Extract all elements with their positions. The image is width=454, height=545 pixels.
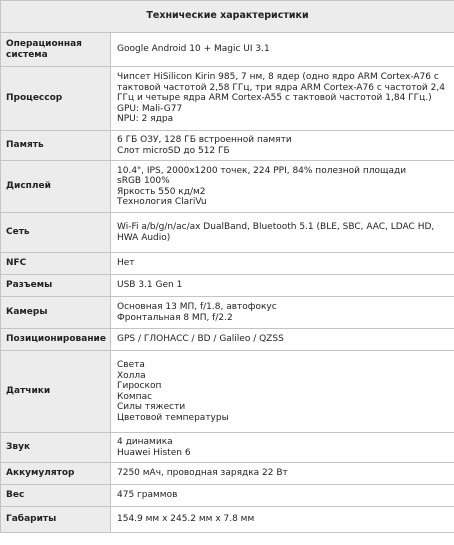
spec-row (1, 213, 454, 253)
spec-value-line: 475 граммов (117, 490, 178, 501)
spec-row (1, 33, 454, 67)
spec-value-line: Wi-Fi a/b/g/n/ac/ax DualBand, Bluetooth 5.1 (BLE, SBC, AAC, LDAC HD, HWA Audio) (117, 222, 435, 243)
spec-value (111, 329, 454, 351)
spec-value (111, 485, 454, 507)
spec-label: Операционная система (1, 33, 111, 67)
spec-value (111, 67, 454, 131)
spec-value (111, 507, 454, 533)
spec-label: Процессор (1, 67, 111, 131)
table-title: Технические характеристики (1, 1, 454, 33)
spec-row (1, 67, 454, 131)
spec-label: Датчики (1, 351, 111, 433)
spec-value-line: Чипсет HiSilicon Kirin 985, 7 нм, 8 ядер (одно ядро ARM Cortex-A76 с тактовой частотой 2,58 ГГц, три ядра ARM Cortex-A76 с частотой 2,4 ГГц и четыре ядра ARM Cortex-A55 с тактовой частотой 1,84 ГГц.) (117, 72, 445, 104)
table-header-row (1, 1, 454, 33)
spec-label: Звук (1, 433, 111, 463)
spec-value-line: NPU: 2 ядра (117, 114, 174, 125)
spec-row (1, 433, 454, 463)
spec-row (1, 463, 454, 485)
spec-value-line: Слот microSD до 512 ГБ (117, 145, 230, 156)
spec-table-body (1, 33, 454, 533)
spec-label: Дисплей (1, 161, 111, 213)
spec-value-line: Huawei Histen 6 (117, 447, 191, 458)
spec-value-line: Гироскоп (117, 381, 162, 391)
spec-label: Вес (1, 485, 111, 507)
spec-row (1, 485, 454, 507)
spec-row (1, 275, 454, 297)
spec-value (111, 161, 454, 213)
spec-value-line: 4 динамика (117, 437, 173, 447)
spec-value-line: Силы тяжести (117, 402, 186, 412)
spec-value-line: sRGB 100% (117, 176, 170, 186)
spec-value (111, 351, 454, 433)
spec-row (1, 507, 454, 533)
spec-value-line: Фронтальная 8 МП, f/2.2 (117, 312, 233, 323)
spec-value-line: GPS / ГЛОНАСС / BD / Galileo / QZSS (117, 334, 284, 345)
spec-row (1, 161, 454, 213)
spec-value-line: Холла (117, 370, 146, 381)
spec-value-line: Технология ClariVu (117, 197, 207, 207)
spec-row (1, 297, 454, 329)
spec-label: Сеть (1, 213, 111, 253)
spec-label: Позиционирование (1, 329, 111, 351)
spec-value-line: 6 ГБ ОЗУ, 128 ГБ встроенной памяти (117, 135, 292, 145)
spec-row (1, 351, 454, 433)
spec-value-line: Цветовой температуры (117, 412, 229, 423)
spec-value (111, 433, 454, 463)
spec-value-line: USB 3.1 Gen 1 (117, 280, 183, 291)
spec-value-line: Компас (117, 391, 153, 402)
spec-value-line: Основная 13 МП, f/1.8, автофокус (117, 302, 277, 312)
spec-label: Память (1, 131, 111, 161)
spec-value (111, 213, 454, 253)
spec-value-line: 154.9 мм x 245.2 мм x 7.8 мм (117, 514, 255, 525)
spec-label: Камеры (1, 297, 111, 329)
spec-value (111, 131, 454, 161)
spec-value-line: Света (117, 360, 145, 370)
spec-value-line: 7250 мАч, проводная зарядка 22 Вт (117, 468, 288, 479)
spec-row (1, 329, 454, 351)
spec-value (111, 275, 454, 297)
spec-label: Аккумулятор (1, 463, 111, 485)
spec-value (111, 253, 454, 275)
spec-row (1, 253, 454, 275)
spec-value-line: Нет (117, 258, 135, 269)
spec-value-line: GPU: Mali-G77 (117, 103, 183, 114)
spec-row (1, 131, 454, 161)
spec-value-line: 10.4", IPS, 2000x1200 точек, 224 PPI, 84% полезной площади (117, 165, 407, 176)
spec-label: Габариты (1, 507, 111, 533)
spec-label: NFC (1, 253, 111, 275)
spec-value-line: Яркость 550 кд/м2 (117, 186, 206, 197)
spec-value-line: Google Android 10 + Magic UI 3.1 (117, 44, 270, 55)
spec-value (111, 297, 454, 329)
spec-label: Разъемы (1, 275, 111, 297)
spec-value (111, 33, 454, 67)
spec-value (111, 463, 454, 485)
